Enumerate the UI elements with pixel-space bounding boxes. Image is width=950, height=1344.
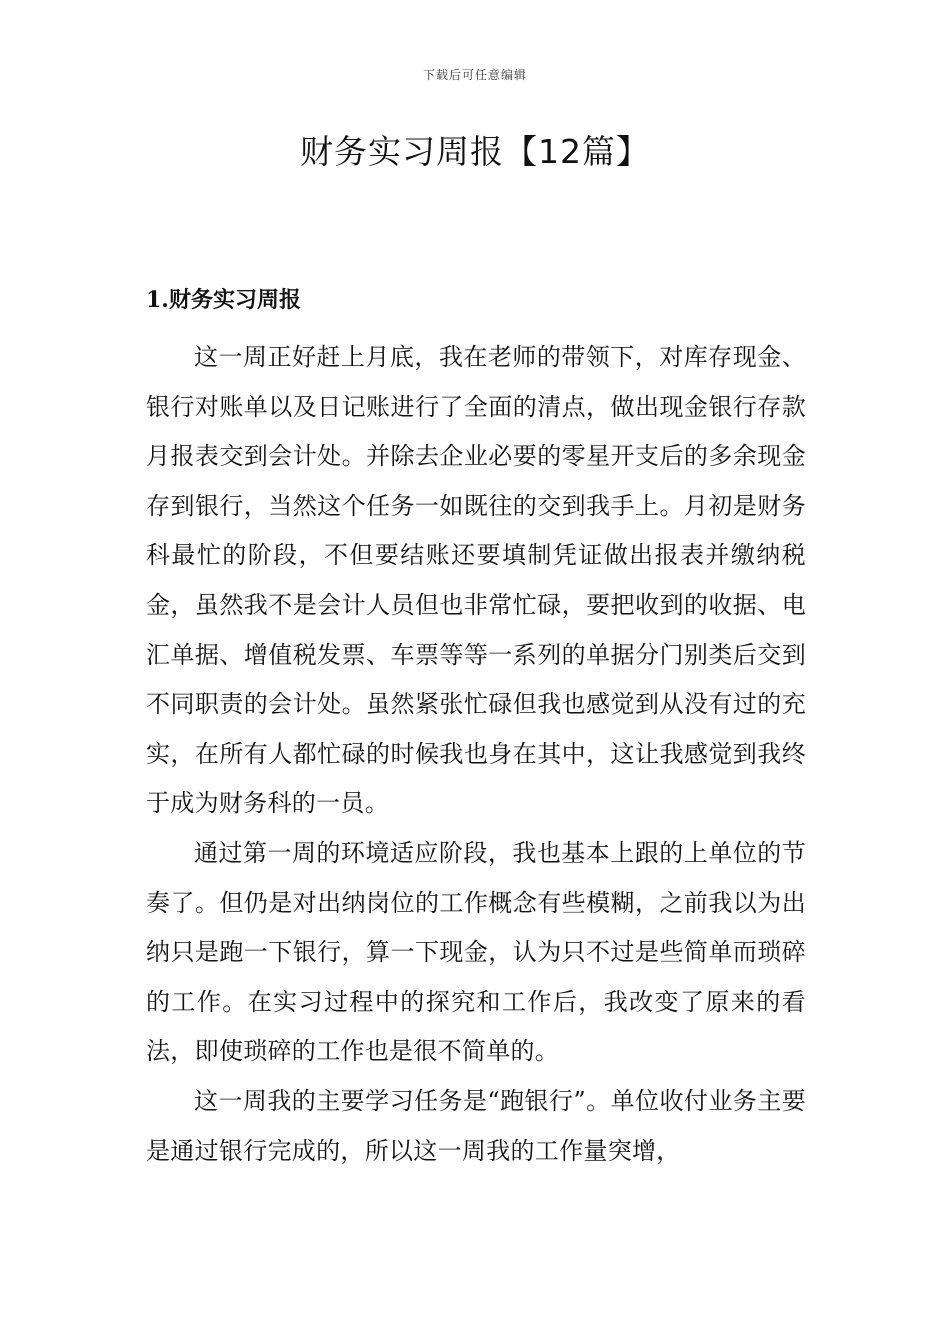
paragraph: 这一周我的主要学习任务是“跑银行”。单位收付业务主要是通过银行完成的，所以这一周我的工作量突增， <box>146 1086 806 1165</box>
paragraph: 通过第一周的环境适应阶段，我也基本上跟的上单位的节奏了。但仍是对出纳岗位的工作概念有些模糊，之前我以为出纳只是跑一下银行，算一下现金，认为只不过是些简单而琐碎的工作。在实习过程中的探究和工作后，我改变了原来的看法，即使琐碎的工作也是很不简单的。 <box>146 838 806 1066</box>
section-heading: 1.财务实习周报 <box>146 287 301 313</box>
document-title: 财务实习周报【12篇】 <box>300 132 650 171</box>
header-note: 下载后可任意编辑 <box>422 68 527 82</box>
paragraph: 这一周正好赶上月底，我在老师的带领下，对库存现金、银行对账单以及日记账进行了全面的清点，做出现金银行存款月报表交到会计处。并除去企业必要的零星开支后的多余现金存到银行，当然这个任务一如既往的交到我手上。月初是财务科最忙的阶段，不但要结账还要填制凭证做出报表并缴纳税金，虽然我不是会计人员但也非常忙碌，要把收到的收据、电汇单据、增值税发票、车票等等一系列的单据分门别类后交到不同职责的会计处。虽然紧张忙碌但我也感觉到从没有过的充实，在所有人都忙碌的时候我也身在其中，这让我感觉到我终于成为财务科的一员。 <box>146 343 806 818</box>
body-text <box>146 333 806 1176</box>
